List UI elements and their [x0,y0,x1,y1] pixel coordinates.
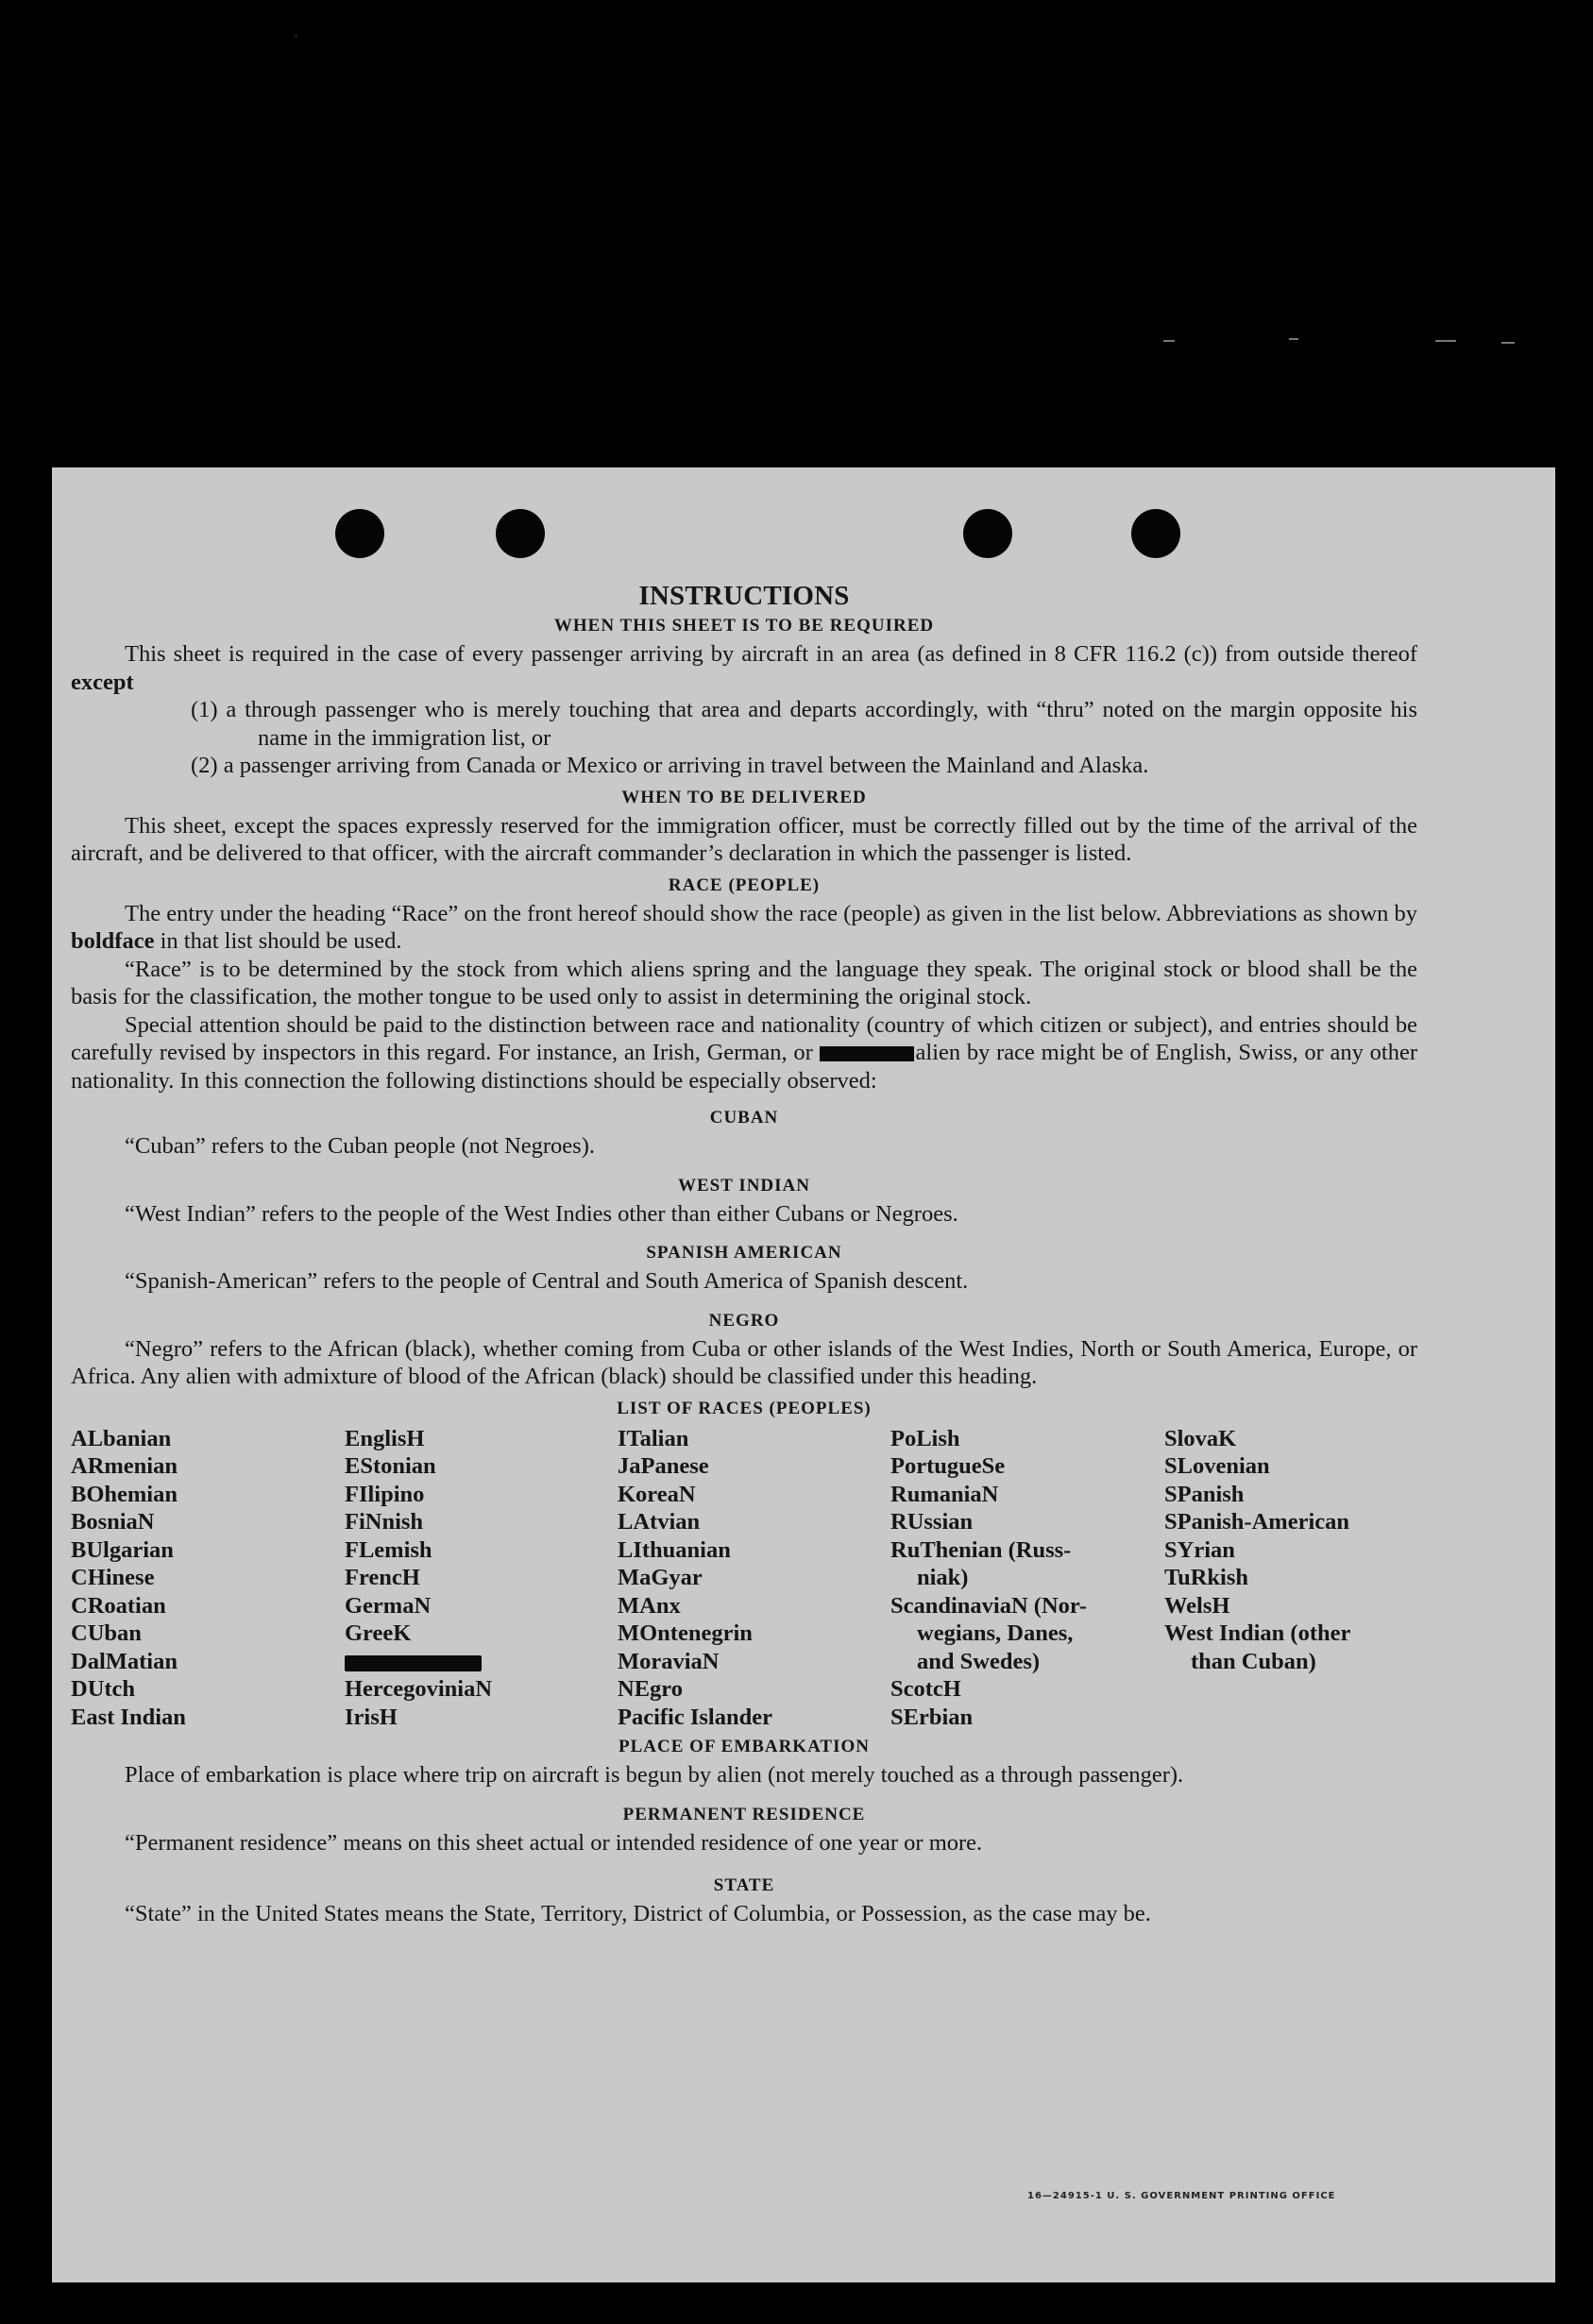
race-entry: LIthuanian [618,1536,731,1563]
races-column [618,1425,890,1732]
race-entry: SErbian [890,1704,974,1730]
race-entry: RuThenian (Russ- [890,1536,1072,1563]
paragraph-text: Special attention should be paid to the distinction between race and nationality (country of which citizen or subject), and entries should be carefully revised by inspectors in this regard. For instance, an Irish, German, or [71,1011,1417,1065]
paragraph-west-indian: “West Indian” refers to the people of the West Indies other than either Cubans or Negroes. [125,1200,958,1227]
paragraph-cuban: “Cuban” refers to the Cuban people (not Negroes). [125,1133,595,1159]
punch-hole [1131,509,1180,558]
scan-speck [1501,342,1515,344]
race-entry: ALbanian [71,1425,172,1451]
section-heading-residence: PERMANENT RESIDENCE [622,1804,866,1824]
race-entry: West Indian (other [1164,1620,1351,1646]
race-entry: ARmenian [71,1453,178,1479]
race-entry: MOntenegrin [618,1620,753,1646]
race-entry: EStonian [345,1453,436,1479]
race-entry: FiNnish [345,1509,424,1535]
race-entry: TuRkish [1164,1565,1249,1590]
race-entry: SLovenian [1164,1453,1270,1479]
paragraph-spanish-american: “Spanish-American” refers to the people of Central and South America of Spanish descent. [125,1268,969,1294]
section-heading-state: STATE [713,1875,775,1895]
race-entry: East Indian [71,1704,186,1730]
race-entry: GermaN [345,1592,432,1619]
race-entry: EnglisH [345,1425,425,1451]
race-entry: SlovaK [1164,1425,1237,1451]
race-entry-continued: and Swedes) [917,1648,1041,1674]
race-entry-continued: wegians, Danes, [917,1620,1074,1646]
scan-speck [1163,340,1175,342]
punch-hole [335,509,384,558]
race-entry: SPanish [1164,1481,1245,1507]
race-entry: NEgro [618,1676,683,1702]
redaction-mark [820,1046,914,1061]
race-entry: MoraviaN [618,1648,720,1674]
section-heading-races-list: LIST OF RACES (PEOPLES) [617,1398,872,1418]
races-column [1164,1425,1417,1732]
paragraph-race-3 [71,1011,1417,1095]
race-entry: MaGyar [618,1565,703,1590]
race-entry: RUssian [890,1509,974,1535]
section-heading-west-indian: WEST INDIAN [678,1175,810,1196]
race-entry: BOhemian [71,1481,178,1507]
race-entry: DalMatian [71,1648,178,1674]
section-heading-race: RACE (PEOPLE) [668,874,821,895]
race-entry: PoLish [890,1425,960,1451]
section-heading-cuban: CUBAN [709,1108,779,1128]
section-heading-spanish-american: SPANISH AMERICAN [646,1243,842,1263]
races-column [345,1425,618,1732]
list-item: (2) a passenger arriving from Canada or Mexico or arriving in travel between the Mainland and Alaska. [191,753,1149,778]
printer-imprint: 16—24915-1 U. S. GOVERNMENT PRINTING OFFICE [1027,2191,1336,2201]
section-heading-negro: NEGRO [708,1310,780,1331]
race-entry-continued: niak) [917,1565,969,1590]
race-entry: CUban [71,1620,142,1646]
paragraph-residence: “Permanent residence” means on this sheet actual or intended residence of one year or more. [125,1829,983,1856]
paragraph-required [71,640,1417,696]
paragraph-embarkation: Place of embarkation is place where trip on aircraft is begun by alien (not merely touched as a through passenger). [125,1762,1184,1788]
race-entry: BUlgarian [71,1536,174,1563]
paragraph-text: in that list should be used. [160,928,402,954]
list-item: (1) a through passenger who is merely touching that area and departs accordingly, with “thru” noted on the margin opposite his name in the immigration list, or [191,697,1417,751]
paragraph-race-1 [71,900,1417,956]
section-heading-required: WHEN THIS SHEET IS TO BE REQUIRED [553,616,935,636]
race-entry: LAtvian [618,1509,701,1535]
scan-speck [1435,340,1456,342]
races-column [890,1425,1164,1732]
race-entry: IrisH [345,1704,398,1730]
race-entry: FIlipino [345,1481,425,1507]
races-column [71,1425,345,1732]
paragraph-negro: “Negro” refers to the African (black), whether coming from Cuba or other islands of the West Indies, North or South America, Europe, or Africa. Any alien with admixture of blood of the African (black) should be classified under this heading. [71,1335,1417,1389]
race-entry: CRoatian [71,1592,166,1619]
race-entry-continued: than Cuban) [1191,1648,1316,1674]
instruction-sheet [52,467,1555,2282]
section-heading-delivered: WHEN TO BE DELIVERED [621,787,867,807]
race-entry: ITalian [618,1425,689,1451]
race-entry: DUtch [71,1676,136,1702]
race-entry: BosniaN [71,1509,155,1535]
paragraph-delivered: This sheet, except the spaces expressly reserved for the immigration officer, must be correctly filled out by the time of the arrival of the aircraft, and be delivered to that officer, with the aircraft commander’s declaration in which the passenger is listed. [71,812,1417,866]
bold-term: except [71,669,134,695]
race-entry: HercegoviniaN [345,1676,493,1702]
scan-speck [1289,338,1298,340]
paragraph-race-2: “Race” is to be determined by the stock from which aliens spring and the language they speak. The original stock or blood shall be the basis for the classification, the mother tongue to be used only to assist in determining the original stock. [71,956,1417,1009]
race-entry: FLemish [345,1536,432,1563]
section-heading-embarkation: PLACE OF EMBARKATION [619,1737,870,1756]
scan-speck [295,34,297,37]
race-entry: SPanish-American [1164,1509,1349,1535]
race-entry: ScotcH [890,1676,961,1702]
paragraph-state: “State” in the United States means the State, Territory, District of Columbia, or Possession, as the case may be. [125,1901,1151,1926]
race-entry: FrencH [345,1565,420,1590]
race-entry: CHinese [71,1565,155,1590]
race-entry: JaPanese [618,1453,709,1479]
race-entry: PortugueSe [890,1453,1006,1479]
paragraph-text: alien by race might be of English, Swiss, or any other nationality. In this connection the following distinctions should be especially observed: [71,1040,1417,1094]
punch-hole [496,509,545,558]
race-entry: ScandinaviaN (Nor- [890,1592,1088,1619]
race-entry: Pacific Islander [618,1704,772,1730]
race-entry: GreeK [345,1620,412,1646]
punch-hole [963,509,1012,558]
race-entry: RumaniaN [890,1481,999,1507]
sheet-content [71,581,1417,1928]
races-list [71,1425,1417,1732]
page-title: INSTRUCTIONS [638,581,850,611]
race-entry-redacted [345,1648,618,1676]
race-entry: KoreaN [618,1481,696,1507]
bold-term: boldface [71,928,155,954]
race-entry: MAnx [618,1592,681,1619]
race-entry: SYrian [1164,1536,1235,1563]
paragraph-text: The entry under the heading “Race” on the front hereof should show the race (people) as given in the list below. Abbreviations as shown by [125,900,1417,926]
paragraph-text: This sheet is required in the case of every passenger arriving by aircraft in an area (as defined in 8 CFR 116.2 (c)) from outside thereof [125,641,1417,667]
redaction-mark [345,1655,482,1671]
race-entry: WelsH [1164,1592,1230,1619]
